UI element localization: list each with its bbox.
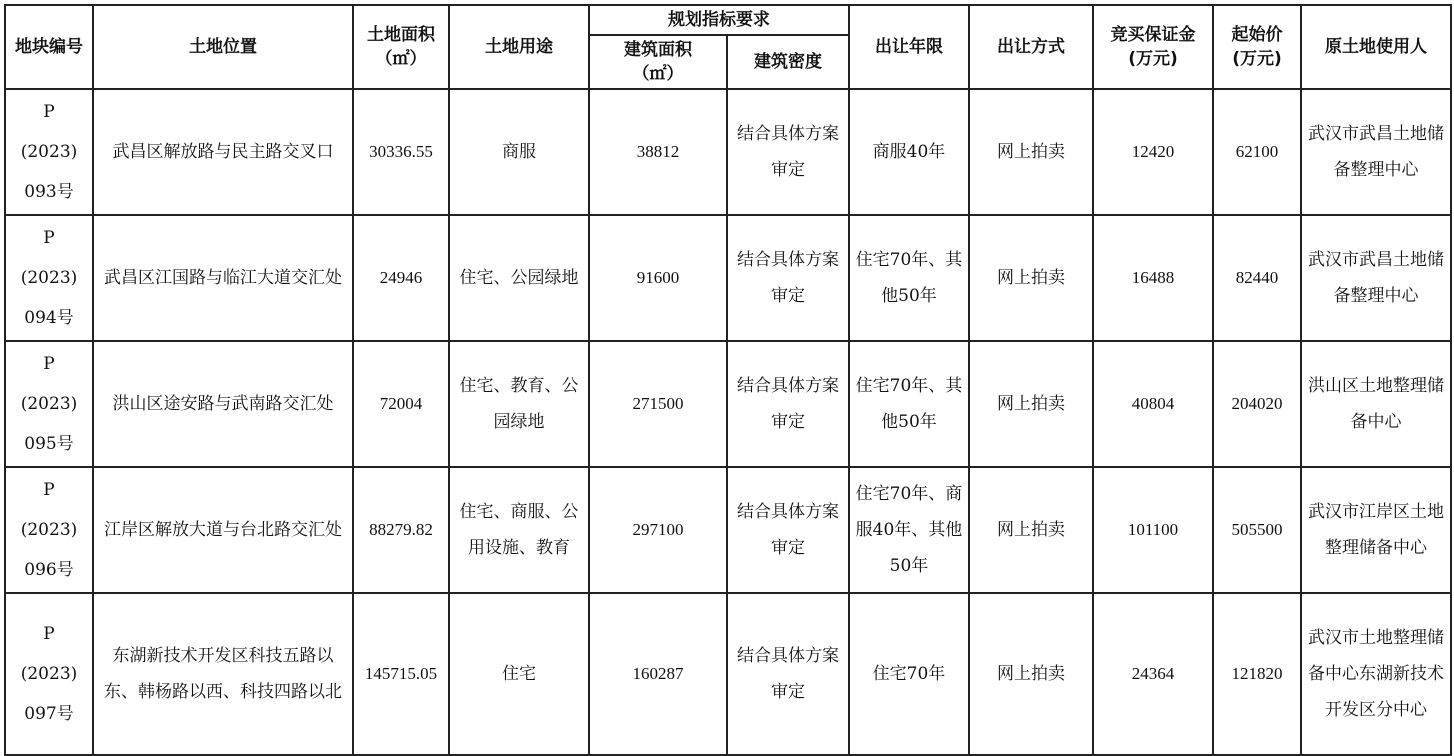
plot-id-prefix: P xyxy=(43,102,55,122)
table-row xyxy=(5,215,1451,341)
table-row xyxy=(5,593,1451,755)
plot-id-cell xyxy=(5,89,93,215)
density-cell: 结合具体方案审定 xyxy=(727,89,849,215)
header-deposit-line1: 竞买保证金 xyxy=(1110,25,1196,45)
deposit-cell: 40804 xyxy=(1093,341,1213,467)
land-auction-table-container xyxy=(4,4,1452,756)
original-user-cell: 武汉市武昌土地储备整理中心 xyxy=(1301,89,1451,215)
method-cell: 网上拍卖 xyxy=(969,593,1093,755)
start-price-cell: 82440 xyxy=(1213,215,1301,341)
deposit-cell: 12420 xyxy=(1093,89,1213,215)
build-area-cell: 91600 xyxy=(589,215,727,341)
plot-id-year: (2023) xyxy=(20,394,78,414)
header-start-price xyxy=(1213,5,1301,89)
header-start-price-line1: 起始价 xyxy=(1231,25,1283,45)
original-user-cell: 洪山区土地整理储备中心 xyxy=(1301,341,1451,467)
plot-id-cell xyxy=(5,467,93,593)
density-cell: 结合具体方案审定 xyxy=(727,215,849,341)
header-planning: 规划指标要求 xyxy=(589,5,849,35)
plot-id-number: 096号 xyxy=(24,560,74,580)
start-price-cell: 505500 xyxy=(1213,467,1301,593)
plot-id-year: (2023) xyxy=(20,664,78,684)
header-original-user: 原土地使用人 xyxy=(1301,5,1451,89)
method-cell: 网上拍卖 xyxy=(969,89,1093,215)
header-build-area-line2: （㎡） xyxy=(632,64,684,84)
use-cell: 住宅 xyxy=(449,593,589,755)
plot-id-number: 094号 xyxy=(24,308,74,328)
table-row xyxy=(5,341,1451,467)
build-area-cell: 38812 xyxy=(589,89,727,215)
area-cell: 145715.05 xyxy=(353,593,449,755)
area-cell: 30336.55 xyxy=(353,89,449,215)
build-area-cell: 297100 xyxy=(589,467,727,593)
table-row xyxy=(5,467,1451,593)
header-deposit-line2: (万元) xyxy=(1128,49,1178,69)
method-cell: 网上拍卖 xyxy=(969,215,1093,341)
header-term: 出让年限 xyxy=(849,5,969,89)
land-auction-table xyxy=(4,4,1452,756)
plot-id-prefix: P xyxy=(43,480,55,500)
plot-id-cell xyxy=(5,341,93,467)
plot-id-prefix: P xyxy=(43,624,55,644)
plot-id-year: (2023) xyxy=(20,268,78,288)
original-user-cell: 武汉市江岸区土地整理储备中心 xyxy=(1301,467,1451,593)
header-build-area-line1: 建筑面积 xyxy=(624,40,692,60)
plot-id-prefix: P xyxy=(43,354,55,374)
header-density: 建筑密度 xyxy=(727,35,849,89)
original-user-cell: 武汉市武昌土地储备整理中心 xyxy=(1301,215,1451,341)
table-row xyxy=(5,89,1451,215)
header-area xyxy=(353,5,449,89)
density-cell: 结合具体方案审定 xyxy=(727,467,849,593)
deposit-cell: 101100 xyxy=(1093,467,1213,593)
location-cell: 东湖新技术开发区科技五路以东、韩杨路以西、科技四路以北 xyxy=(93,593,353,755)
term-cell: 商服40年 xyxy=(849,89,969,215)
term-cell: 住宅70年 xyxy=(849,593,969,755)
density-cell: 结合具体方案审定 xyxy=(727,341,849,467)
header-method: 出让方式 xyxy=(969,5,1093,89)
location-cell: 武昌区江国路与临江大道交汇处 xyxy=(93,215,353,341)
term-cell: 住宅70年、其他50年 xyxy=(849,341,969,467)
plot-id-number: 093号 xyxy=(24,182,74,202)
term-cell: 住宅70年、其他50年 xyxy=(849,215,969,341)
density-cell: 结合具体方案审定 xyxy=(727,593,849,755)
build-area-cell: 160287 xyxy=(589,593,727,755)
header-area-line2: （㎡） xyxy=(375,49,427,69)
header-build-area xyxy=(589,35,727,89)
use-cell: 商服 xyxy=(449,89,589,215)
method-cell: 网上拍卖 xyxy=(969,341,1093,467)
header-start-price-line2: (万元) xyxy=(1232,49,1282,69)
plot-id-prefix: P xyxy=(43,228,55,248)
plot-id-year: (2023) xyxy=(20,520,78,540)
header-area-line1: 土地面积 xyxy=(367,25,435,45)
location-cell: 洪山区途安路与武南路交汇处 xyxy=(93,341,353,467)
build-area-cell: 271500 xyxy=(589,341,727,467)
plot-id-number: 097号 xyxy=(24,704,74,724)
header-use: 土地用途 xyxy=(449,5,589,89)
location-cell: 江岸区解放大道与台北路交汇处 xyxy=(93,467,353,593)
use-cell: 住宅、商服、公用设施、教育 xyxy=(449,467,589,593)
area-cell: 24946 xyxy=(353,215,449,341)
use-cell: 住宅、教育、公园绿地 xyxy=(449,341,589,467)
plot-id-cell xyxy=(5,215,93,341)
plot-id-number: 095号 xyxy=(24,434,74,454)
area-cell: 88279.82 xyxy=(353,467,449,593)
plot-id-cell xyxy=(5,593,93,755)
header-plot-no: 地块编号 xyxy=(5,5,93,89)
method-cell: 网上拍卖 xyxy=(969,467,1093,593)
start-price-cell: 62100 xyxy=(1213,89,1301,215)
use-cell: 住宅、公园绿地 xyxy=(449,215,589,341)
term-cell: 住宅70年、商服40年、其他50年 xyxy=(849,467,969,593)
area-cell: 72004 xyxy=(353,341,449,467)
deposit-cell: 16488 xyxy=(1093,215,1213,341)
plot-id-year: (2023) xyxy=(20,142,78,162)
header-deposit xyxy=(1093,5,1213,89)
header-location: 土地位置 xyxy=(93,5,353,89)
original-user-cell: 武汉市土地整理储备中心东湖新技术开发区分中心 xyxy=(1301,593,1451,755)
location-cell: 武昌区解放路与民主路交叉口 xyxy=(93,89,353,215)
deposit-cell: 24364 xyxy=(1093,593,1213,755)
start-price-cell: 121820 xyxy=(1213,593,1301,755)
start-price-cell: 204020 xyxy=(1213,341,1301,467)
